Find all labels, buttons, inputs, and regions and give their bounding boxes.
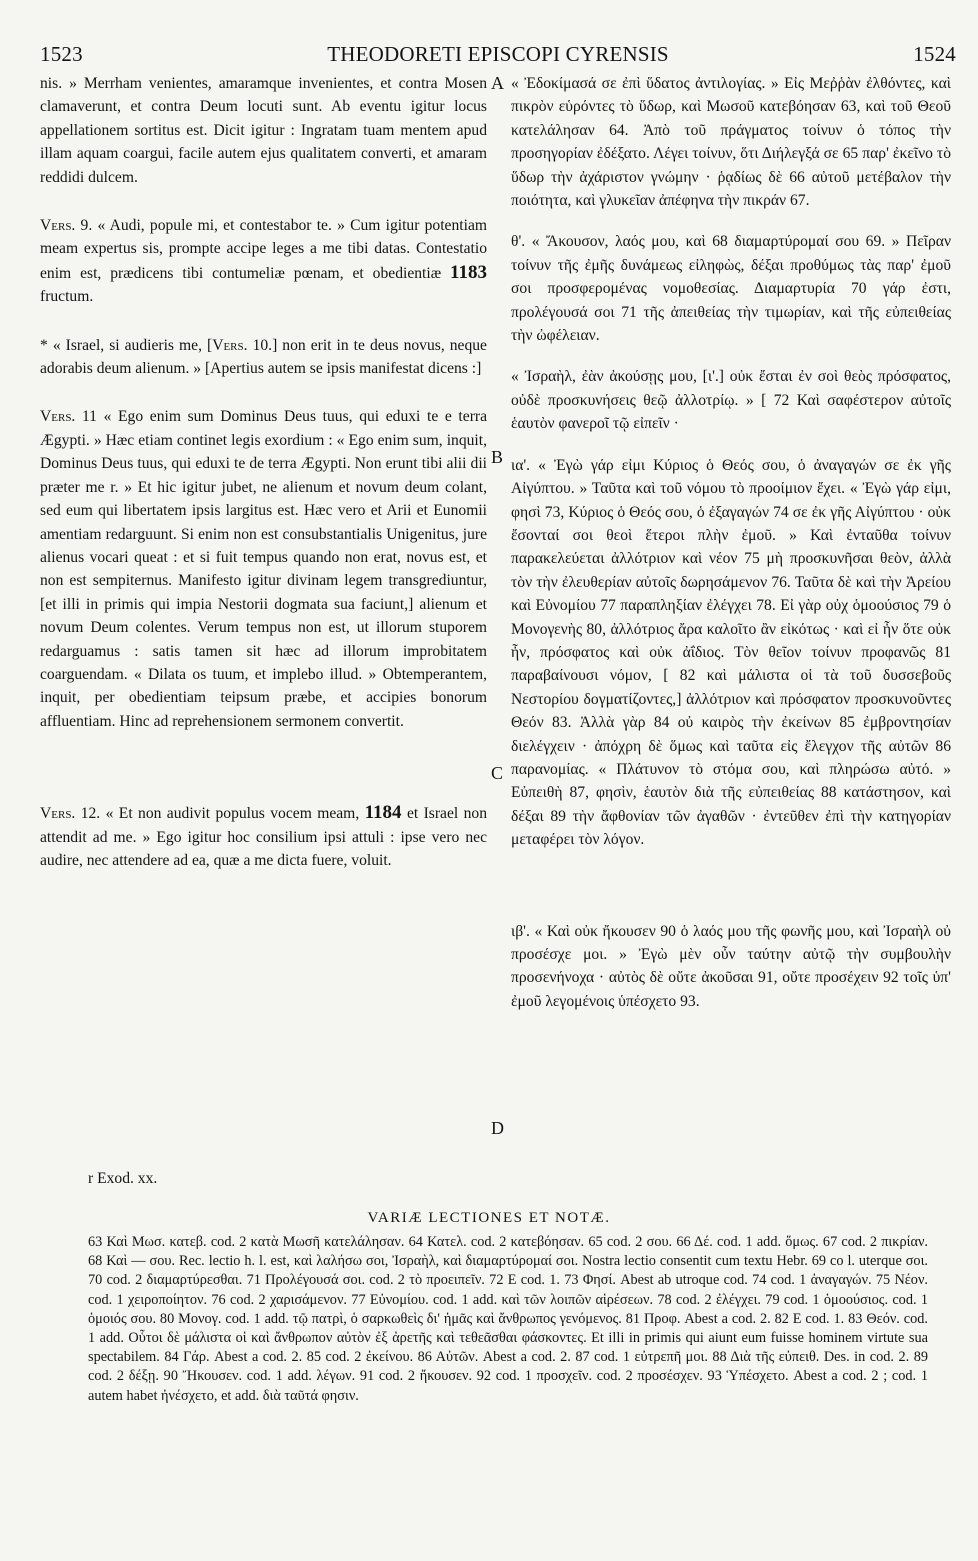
greek-paragraph: θ'. « Ἄκουσον, λαός μου, καὶ 68 διαμαρτύρομαί σου 69. » Πεῖραν τοίνυν τῆς ἐμῆς δυνάμεως εἰληφὼς, δέξαι προθύμως τὰς παρ' ἐμοῦ σοι προσφερομένας νομοθεσίας. Διαμαρτυρία 70 γάρ ἐστι, προλέγουσά σοι 71 τῆς ἀπειθείας τὴν τιμωρίαν, καὶ τῆς εὐπειθείας τὴν ὠφέλειαν. [511,233,951,345]
greek-paragraph: ιβ'. « Καὶ οὐκ ἤκουσεν 90 ὁ λαός μου τῆς φωνῆς μου, καὶ Ἰσραὴλ οὐ προσέσχε μοι. » Ἐγὼ μὲν οὖν ταύτην αὐτῷ τὴν συμβουλὴν προσενήνοχα · αὐτὸς δὲ οὔτε ἀκοῦσαι 91, οὔτε προσέχειν 92 τοῖς ὑπ' ἐμοῦ λεγομένοις ὑπέσχετο 93. [511,922,951,1010]
verse-label: Vers. 12. [40,805,101,823]
scripture-footnote: r Exod. xx. [88,1170,158,1187]
latin-text: « Et non audivit populus vocem meam, [105,805,360,823]
latin-paragraph [40,334,487,381]
greek-paragraph: « Ἰσραὴλ, ἐὰν ἀκούσῃς μου, [ι'.] οὐκ ἔσται ἐν σοὶ θεὸς πρόσφατος, οὐδὲ προσκυνήσεις θεῷ ἀλλοτρίῳ. » [ 72 Καὶ σαφέστερον αὐτοῖς ἑαυτὸν φανεροῖ τῷ εἰπεῖν · [511,368,951,433]
latin-text: « Audi, popule mi, et contestabor te. » Cum igitur potentiam meam expertus sis, prompte accipe leges a me tibi datas. Contestatio enim est, prædicens tibi contumeliæ pœnam, et obedientiæ [40,217,487,282]
column-number-marker: 1183 [450,261,487,283]
margin-letter-b: B [491,447,504,467]
latin-paragraph [40,405,487,733]
column-number-left: 1523 [40,42,83,66]
running-title: THEODORETI EPISCOPI CYRENSIS [327,42,669,66]
column-number-right: 1524 [913,42,956,66]
verse-label: Vers. 10. [212,336,273,354]
greek-column [511,72,951,1013]
margin-letter-d: D [491,1118,504,1138]
latin-text: « Ego enim sum Dominus Deus tuus, qui eduxi te e terra Ægypti. » Hæc etiam continet legis exordium : « Ego enim sum, inquit, Dominus Deus tuus, qui eduxi te de terra Ægypti. Non erunt tibi alii dii præter me r. » Et hic igitur jubet, ne alienum et novum deum colant, sed eum qui libertatem ipsis largitus est. Hæc vero et Arii et Eunomii amentiam redarguunt. Si enim non est consubstantialis Unigenitus, jure alienus vocari queat : et si fuit tempus quando non erat, novus est, et non est sempiternus. Manifesto igitur divinam legem transgrediuntur, [et illi in primis qui impia Nestorii dogmata sua faciunt,] alienum et novum Deum colentes. Verum tempus non est, ut illorum stuporem redarguamus : satis tamen sit hæc ad illorum improbitatem coarguendam. « Dilata os tuum, et implebo illud. » Obtemperantem, inquit, per obedientiam teipsum præbe, et accipies bonorum affluentiam. Hinc ad reprehensionem sermonem convertit. [40,408,487,730]
latin-text: fructum. [40,288,94,306]
latin-column [40,72,487,872]
variant-readings [88,1233,928,1406]
column-number-marker: 1184 [364,802,402,824]
notes-heading: VARIÆ LECTIONES ET NOTÆ. [367,1210,611,1226]
latin-paragraph: nis. » Merrham venientes, amaramque invenientes, et contra Mosen clamaverunt, et contra Deum locuti sunt. Ab eventu igitur locus appellationem sortitus est. Dicit igitur : Ingratam tuam mentem apud illam aquam coargui, facile autem ejus qualitatem converti, et amaram reddidi dulcem. [40,75,487,186]
latin-text: ] non erit in te deus novus, neque adorabis deum alienum. » [Apertius autem se ipsis manifestat dicens :] [40,336,487,378]
latin-text: * « Israel, si audieris me, [ [40,336,213,354]
latin-text: et Israel non attendit ad me. » Ego igitur hoc consilium ipsi attuli : ipse vero nec audire, nec attendere ad ea, quæ a me dicta fuere, voluit. [40,805,487,869]
margin-letter-a: A [491,73,504,93]
notes-text: 63 Καὶ Μωσ. κατεβ. cod. 2 κατὰ Μωσῆ κατελάλησαν. 64 Κατελ. cod. 2 κατεβόησαν. 65 cod. 2 σου. 66 Δέ. cod. 1 add. ὅμως. 67 cod. 2 πικρίαν. 68 Καὶ — σου. Rec. lectio h. l. est, καὶ λαλήσω σοι, Ἰσραὴλ, καὶ διαμαρτύρομαί σοι. Nostra lectio consentit cum textu Hebr. 69 co l. uterque σοι. 70 cod. 2 διαμαρτύρεσθαι. 71 Προλέγουσά σοι. cod. 2 τὸ προειπεῖν. 72 E cod. 1. 73 Φησί. Abest ab utroque cod. 74 cod. 1 ἀναγαγών. 75 Νέον. cod. 1 χειροποίητον. 76 cod. 2 χαρισάμενον. 77 Εὐνομίου. cod. 1 add. καὶ τῶν λοιπῶν αἱρέσεων. 78 cod. 2 ἐλέγχει. 79 cod. 1 ὁμοούσιος. cod. 1 ὁμοιός σου. 80 Μονογ. cod. 1 add. τῷ πατρὶ, ὁ σαρκωθεὶς δι' ἡμᾶς καὶ ἄνθρωπος γενόμενος. 81 Προφ. Abest a cod. 2. 82 E cod. 1. 83 Θεόν. cod. 1 add. Οὗτοι δὲ μάλιστα οἱ καὶ ἄνθρωπον αὐτὸν ἐξ ἀρετῆς καὶ τεθεᾶσθαι φάσκοντες. Et illi in primis qui aiunt eum fuisse hominem virtute sua spectabilem. 84 Γάρ. Abest a cod. 2. 85 cod. 2 ἐκείνου. 86 Αὐτῶν. Abest a cod. 2. 87 cod. 1 εὐτρεπῆ μοι. 88 Διὰ τῆς εὐπειθ. Des. in cod. 2. 89 cod. 2 δέξῃ. 90 Ἤκουσεν. cod. 1 add. λέγων. 91 cod. 2 ἤκουσεν. 92 cod. 1 προσχεῖν. cod. 2 προσέσχεν. 93 Ὑπέσχετο. Abest a cod. 2 ; cod. 1 autem habet ἠνέσχετο, et add. διὰ ταῦτά φησιν. [88,1234,928,1404]
latin-paragraph [40,214,487,309]
margin-letter-c: C [491,763,504,783]
greek-paragraph: « Ἐδοκίμασά σε ἐπὶ ὕδατος ἀντιλογίας. » Εἰς Μεῤῥὰν ἐλθόντες, καὶ πικρὸν εὑρόντες τὸ ὕδωρ, καὶ Μωσοῦ κατεβόησαν 63, καὶ τοῦ Θεοῦ κατελάλησαν 64. Ἀπὸ τοῦ πράγματος τοίνυν ὁ τόπος τὴν προσηγορίαν ἐδέξατο. Λέγει τοίνυν, ὅτι Διήλεγξά σε 65 παρ' ἐκεῖνο τὸ ὕδωρ τὴν ἀχάριστον γνώμην · ῥᾳδίως δὲ 66 αὐτοῦ μετέβαλον τὴν ποιότητα, καὶ γλυκεῖαν ἀπέφηνα τὴν πικράν 67. [511,75,951,210]
verse-label: Vers. 11 [40,408,97,426]
greek-paragraph: ια'. « Ἐγὼ γάρ εἰμι Κύριος ὁ Θεός σου, ὁ ἀναγαγών σε ἐκ γῆς Αἰγύπτου. » Ταῦτα καὶ τοῦ νόμου τὸ προοίμιον ἔχει. « Ἐγὼ γάρ εἰμι, φησὶ 73, Κύριος ὁ Θεός σου, ὁ ἐξαγαγών 74 σε ἐκ γῆς Αἰγύπτου · οὐκ ἔσονταί σοι θεοὶ ἕτεροι πλὴν ἐμοῦ. » Καὶ ἐνταῦθα τοίνυν παρακελεύεται ἀλλότριον καὶ νέον 75 μὴ προσκυνῆσαι θεὸν, ἀλλὰ τὸν τὴν ἐλευθερίαν αὐτοῖς δωρησάμενον 76. Ταῦτα δὲ καὶ τὴν Ἀρείου καὶ Εὐνομίου 77 παραπληξίαν ἐλέγχει 78. Εἰ γὰρ οὐχ ὁμοούσιος 79 ὁ Μονογενὴς 80, ἀλλότριος ἄρα καλοῖτο ἂν εἰκότως · καὶ εἰ ἦν ὅτε οὐκ ἦν, πρόσφατος καὶ οὐκ ἀΐδιος. Τὸν θεῖον τοίνυν προφανῶς 81 παραβαίνουσι νόμον, [ 82 καὶ μάλιστα οἱ τὰ τοῦ δυσσεβοῦς Νεστορίου δογματίζοντες,] ἀλλότριον καὶ πρόσφατον προσκυνοῦντες Θεόν 83. Ἀλλὰ γὰρ 84 οὐ καιρὸς τὴν ἐκείνων 85 ἐμβροντησίαν διελέγχειν · ἀπόχρη δὲ ὅμως καὶ ταῦτα εἰς ἔλεγχον τῆς αὐτῶν 86 παρανομίας. « Πλάτυνον τὸ στόμα σου, καὶ πληρώσω αὐτό. » Εὐπειθὴ 87, φησὶν, ἑαυτὸν διὰ τῆς εὐπειθείας 88 κατάστησον, καὶ δέξαι 89 τὴν ἄφθονίαν τῶν ἀγαθῶν · ἐντεῦθεν ἐπὶ τὴν κατηγορίαν μεταφέρει τὸν λόγον. [511,456,951,849]
latin-paragraph [40,801,487,872]
verse-label: Vers. 9. [40,217,93,235]
running-header [40,38,956,66]
